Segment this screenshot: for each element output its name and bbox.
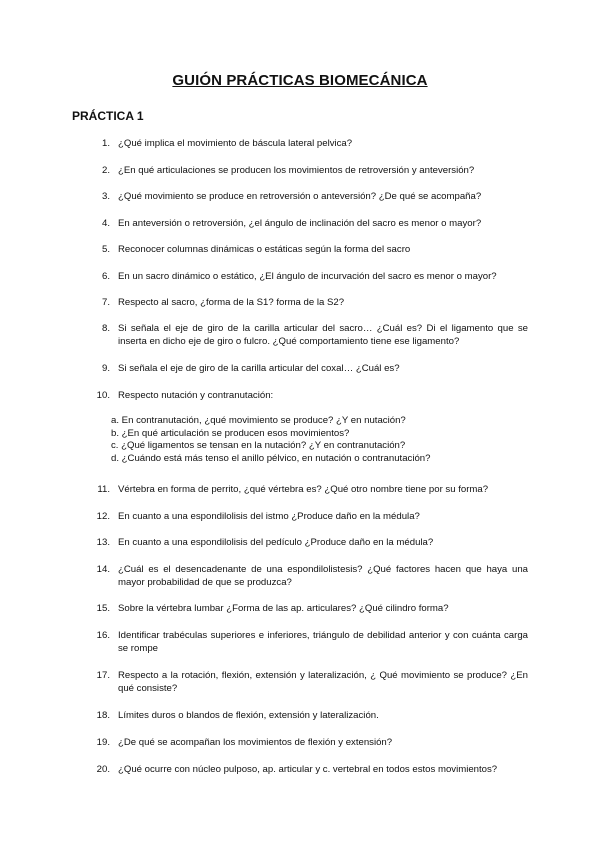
question-text: En cuanto a una espondilolisis del pedículo ¿Produce daño en la médula? <box>118 537 434 548</box>
sub-question-b: b. ¿En qué articulación se producen esos movimientos? <box>111 427 350 439</box>
question-item-1 <box>92 137 528 150</box>
question-number: 17. <box>96 670 110 681</box>
question-item-19 <box>92 736 528 749</box>
question-item-8 <box>92 322 528 348</box>
question-text: Respecto a la rotación, flexión, extensión y lateralización, ¿ Qué movimiento se produce? ¿En qué consiste? <box>118 670 528 694</box>
question-number: 13. <box>96 537 110 548</box>
question-number: 18. <box>96 710 110 721</box>
question-text: ¿Qué ocurre con núcleo pulposo, ap. articular y c. vertebral en todos estos movimientos? <box>118 764 498 775</box>
sub-question-list <box>111 415 531 465</box>
question-number: 5. <box>101 244 110 255</box>
question-item-17 <box>92 669 528 695</box>
question-number: 3. <box>101 191 110 202</box>
question-number: 8. <box>101 323 110 334</box>
question-text: En un sacro dinámico o estático, ¿El ángulo de incurvación del sacro es menor o mayor? <box>118 271 497 282</box>
question-number: 20. <box>96 764 110 775</box>
question-item-18 <box>92 709 528 722</box>
question-number: 15. <box>96 603 110 614</box>
question-text: Respecto nutación y contranutación: <box>118 390 274 401</box>
question-number: 10. <box>96 390 110 401</box>
question-number: 1. <box>101 138 110 149</box>
document-title: GUIÓN PRÁCTICAS BIOMECÁNICA <box>172 72 428 89</box>
question-item-4 <box>92 217 528 230</box>
question-text: ¿Qué movimiento se produce en retroversión o anteversión? ¿De qué se acompaña? <box>118 191 482 202</box>
question-number: 7. <box>101 297 110 308</box>
question-text: ¿De qué se acompañan los movimientos de flexión y extensión? <box>118 737 393 748</box>
question-number: 16. <box>96 630 110 641</box>
question-item-2 <box>92 164 528 177</box>
question-item-10 <box>92 389 528 402</box>
question-text: ¿Cuál es el desencadenante de una espondilolistesis? ¿Qué factores hacen que haya una mayor probabilidad de que se produzca? <box>118 564 528 588</box>
question-text: Respecto al sacro, ¿forma de la S1? forma de la S2? <box>118 297 345 308</box>
question-text: Límites duros o blandos de flexión, extensión y lateralización. <box>118 710 379 721</box>
question-text: En cuanto a una espondilolisis del istmo ¿Produce daño en la médula? <box>118 511 420 522</box>
question-number: 9. <box>101 363 110 374</box>
section-heading: PRÁCTICA 1 <box>72 109 144 123</box>
question-item-11 <box>92 483 528 496</box>
question-item-9 <box>92 362 528 375</box>
sub-question-d: d. ¿Cuándo está más tenso el anillo pélvico, en nutación o contranutación? <box>111 452 431 464</box>
question-number: 12. <box>96 511 110 522</box>
question-number: 6. <box>101 271 110 282</box>
sub-question-c: c. ¿Qué ligamentos se tensan en la nutación? ¿Y en contranutación? <box>111 440 406 452</box>
question-item-12 <box>92 510 528 523</box>
question-item-3 <box>92 190 528 203</box>
question-number: 4. <box>101 218 110 229</box>
question-text: En anteversión o retroversión, ¿el ángulo de inclinación del sacro es menor o mayor? <box>118 218 482 229</box>
question-item-6 <box>92 270 528 283</box>
question-number: 2. <box>101 165 110 176</box>
question-number: 14. <box>96 564 110 575</box>
question-item-20 <box>92 763 528 776</box>
question-text: ¿En qué articulaciones se producen los movimientos de retroversión y anteversión? <box>118 165 475 176</box>
question-item-16 <box>92 629 528 655</box>
question-item-5 <box>92 243 528 256</box>
question-text: Reconocer columnas dinámicas o estáticas según la forma del sacro <box>118 244 411 255</box>
question-number: 11. <box>97 484 110 495</box>
question-text: Si señala el eje de giro de la carilla articular del coxal… ¿Cuál es? <box>118 363 400 374</box>
question-item-14 <box>92 563 528 589</box>
question-item-7 <box>92 296 528 309</box>
question-item-15 <box>92 602 528 615</box>
question-text: Sobre la vértebra lumbar ¿Forma de las ap. articulares? ¿Qué cilindro forma? <box>118 603 449 614</box>
question-text: Identificar trabéculas superiores e inferiores, triángulo de debilidad anterior y con cuánta carga se rompe <box>118 630 528 654</box>
sub-question-a: a. En contranutación, ¿qué movimiento se produce? ¿Y en nutación? <box>111 415 406 426</box>
question-text: ¿Qué implica el movimiento de báscula lateral pelvica? <box>118 138 353 149</box>
question-number: 19. <box>96 737 110 748</box>
question-item-13 <box>92 536 528 549</box>
question-text: Si señala el eje de giro de la carilla articular del sacro… ¿Cuál es? Di el ligamento que se inserta en dicho eje de giro o fulcro. ¿Qué comportamiento tiene ese ligamento? <box>118 323 528 347</box>
question-text: Vértebra en forma de perrito, ¿qué vértebra es? ¿Qué otro nombre tiene por su forma? <box>118 484 489 495</box>
